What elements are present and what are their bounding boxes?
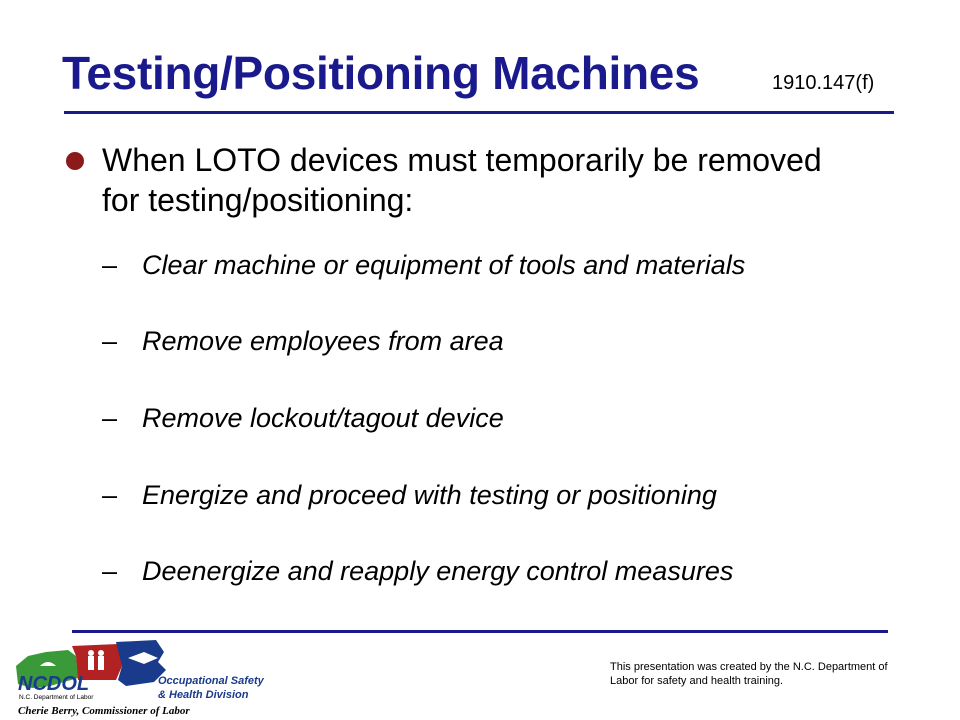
title-divider	[64, 111, 894, 114]
person-head-icon	[98, 650, 104, 656]
bullet-dot-icon	[66, 152, 84, 170]
dash-icon: –	[102, 403, 118, 433]
main-bullet-text: When LOTO devices must temporarily be removed for testing/positioning:	[102, 142, 822, 218]
sub-bullet-text: Remove lockout/tagout device	[142, 403, 504, 433]
sub-bullet	[102, 326, 504, 357]
slide-title: Testing/Positioning Machines	[62, 47, 700, 99]
sub-bullet-text: Deenergize and reapply energy control measures	[142, 556, 734, 586]
sub-bullet	[102, 480, 717, 511]
logo-division-line2: & Health Division	[158, 689, 249, 701]
logo-ncdol-text: NCDOL	[18, 673, 90, 695]
sub-bullet-text: Clear machine or equipment of tools and materials	[142, 250, 746, 280]
logo-commissioner-text: Cherie Berry, Commissioner of Labor	[18, 705, 190, 717]
person-icon	[88, 656, 94, 670]
regulation-reference: 1910.147(f)	[772, 72, 875, 94]
logo-dept-text: N.C. Department of Labor	[19, 694, 94, 701]
logo-division-line1: Occupational Safety	[158, 675, 264, 687]
sub-bullet	[102, 250, 745, 281]
dash-icon: –	[102, 480, 118, 510]
sub-bullet	[102, 403, 504, 434]
footer-divider	[72, 630, 888, 633]
footer-note: This presentation was created by the N.C. Department of Labor for safety and health training.	[610, 661, 888, 687]
person-head-icon	[88, 650, 94, 656]
sub-bullet-text: Remove employees from area	[142, 326, 504, 356]
dash-icon: –	[102, 326, 118, 356]
dash-icon: –	[102, 250, 118, 280]
ncdol-logo	[6, 636, 268, 718]
person-icon	[98, 656, 104, 670]
sub-bullet-text: Energize and proceed with testing or positioning	[142, 480, 717, 510]
sub-bullet	[102, 556, 733, 587]
dash-icon: –	[102, 556, 118, 586]
